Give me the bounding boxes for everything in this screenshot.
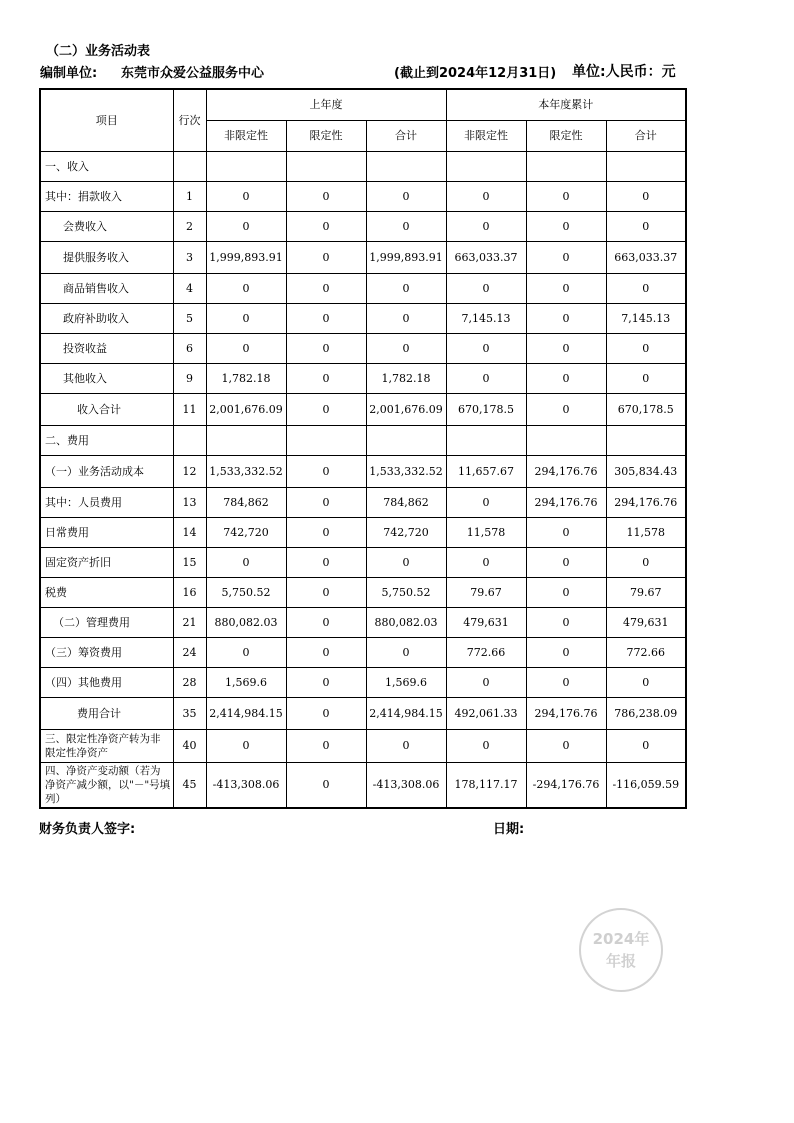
row-item-label: 一、收入 bbox=[40, 151, 173, 181]
row-item-label: 商品销售收入 bbox=[40, 273, 173, 303]
annual-report-stamp bbox=[579, 908, 663, 992]
value-cell: 0 bbox=[366, 181, 446, 211]
value-cell: 663,033.37 bbox=[606, 241, 686, 273]
value-cell: 11,657.67 bbox=[446, 455, 526, 487]
header-line-no: 行次 bbox=[173, 89, 206, 151]
value-cell: 0 bbox=[446, 729, 526, 762]
value-cell: 1,782.18 bbox=[206, 363, 286, 393]
value-cell: 1,569.6 bbox=[366, 667, 446, 697]
value-cell: 2,414,984.15 bbox=[206, 697, 286, 729]
value-cell: 0 bbox=[446, 273, 526, 303]
table-row bbox=[40, 455, 686, 487]
table-row bbox=[40, 697, 686, 729]
value-cell: 0 bbox=[286, 762, 366, 808]
row-line-no: 15 bbox=[173, 547, 206, 577]
row-item-label: 二、费用 bbox=[40, 425, 173, 455]
value-cell: 784,862 bbox=[366, 487, 446, 517]
date-label: 日期: bbox=[493, 822, 525, 837]
value-cell: 1,533,332.52 bbox=[366, 455, 446, 487]
value-cell: 0 bbox=[526, 667, 606, 697]
row-line-no: 16 bbox=[173, 577, 206, 607]
value-cell bbox=[526, 151, 606, 181]
value-cell: 880,082.03 bbox=[366, 607, 446, 637]
value-cell bbox=[286, 151, 366, 181]
value-cell: 294,176.76 bbox=[526, 697, 606, 729]
value-cell: 0 bbox=[286, 577, 366, 607]
value-cell: 0 bbox=[526, 729, 606, 762]
value-cell: 0 bbox=[366, 547, 446, 577]
table-row bbox=[40, 762, 686, 808]
value-cell: 0 bbox=[526, 211, 606, 241]
value-cell: 294,176.76 bbox=[526, 455, 606, 487]
value-cell: 2,001,676.09 bbox=[366, 393, 446, 425]
table-row bbox=[40, 241, 686, 273]
value-cell: 786,238.09 bbox=[606, 697, 686, 729]
value-cell: 11,578 bbox=[446, 517, 526, 547]
value-cell: 880,082.03 bbox=[206, 607, 286, 637]
header-prior-unrestricted: 非限定性 bbox=[206, 120, 286, 151]
value-cell: 7,145.13 bbox=[446, 303, 526, 333]
value-cell: 0 bbox=[286, 607, 366, 637]
value-cell: 0 bbox=[206, 729, 286, 762]
row-item-label: 税费 bbox=[40, 577, 173, 607]
table-row bbox=[40, 211, 686, 241]
finance-signature-label: 财务负责人签字: bbox=[39, 822, 136, 837]
value-cell bbox=[366, 151, 446, 181]
value-cell: 0 bbox=[206, 333, 286, 363]
row-item-label: 费用合计 bbox=[40, 697, 173, 729]
value-cell: 0 bbox=[286, 303, 366, 333]
value-cell: 294,176.76 bbox=[606, 487, 686, 517]
value-cell: 0 bbox=[366, 273, 446, 303]
value-cell bbox=[606, 151, 686, 181]
row-line-no: 35 bbox=[173, 697, 206, 729]
value-cell: 772.66 bbox=[606, 637, 686, 667]
row-line-no: 11 bbox=[173, 393, 206, 425]
value-cell: 0 bbox=[446, 487, 526, 517]
value-cell: 79.67 bbox=[606, 577, 686, 607]
value-cell: -116,059.59 bbox=[606, 762, 686, 808]
row-line-no: 28 bbox=[173, 667, 206, 697]
org-name: 东莞市众爱公益服务中心 bbox=[121, 66, 265, 81]
value-cell: 0 bbox=[526, 273, 606, 303]
value-cell: 663,033.37 bbox=[446, 241, 526, 273]
value-cell: 0 bbox=[286, 393, 366, 425]
value-cell: 492,061.33 bbox=[446, 697, 526, 729]
value-cell: 0 bbox=[206, 211, 286, 241]
value-cell: 1,569.6 bbox=[206, 667, 286, 697]
row-item-label: 四、净资产变动额（若为净资产减少额，以"－"号填列） bbox=[40, 762, 173, 808]
header-prior-year: 上年度 bbox=[206, 89, 446, 120]
value-cell: 0 bbox=[606, 211, 686, 241]
row-item-label: （三）筹资费用 bbox=[40, 637, 173, 667]
value-cell: 0 bbox=[206, 273, 286, 303]
value-cell: 0 bbox=[606, 273, 686, 303]
row-item-label: 其中：人员费用 bbox=[40, 487, 173, 517]
value-cell: 0 bbox=[286, 637, 366, 667]
value-cell: -294,176.76 bbox=[526, 762, 606, 808]
value-cell: 0 bbox=[286, 333, 366, 363]
value-cell: 0 bbox=[446, 363, 526, 393]
table-row bbox=[40, 333, 686, 363]
row-line-no: 14 bbox=[173, 517, 206, 547]
value-cell: 0 bbox=[286, 487, 366, 517]
value-cell: 1,533,332.52 bbox=[206, 455, 286, 487]
value-cell: 0 bbox=[206, 547, 286, 577]
value-cell: 0 bbox=[446, 667, 526, 697]
row-line-no: 3 bbox=[173, 241, 206, 273]
value-cell: 0 bbox=[366, 333, 446, 363]
value-cell: 0 bbox=[526, 333, 606, 363]
value-cell: 0 bbox=[606, 333, 686, 363]
row-item-label: 会费收入 bbox=[40, 211, 173, 241]
value-cell: 294,176.76 bbox=[526, 487, 606, 517]
row-line-no bbox=[173, 151, 206, 181]
value-cell: 1,782.18 bbox=[366, 363, 446, 393]
value-cell: 479,631 bbox=[446, 607, 526, 637]
value-cell: 0 bbox=[286, 697, 366, 729]
value-cell: 0 bbox=[526, 577, 606, 607]
table-row bbox=[40, 637, 686, 667]
value-cell: 670,178.5 bbox=[446, 393, 526, 425]
row-line-no: 45 bbox=[173, 762, 206, 808]
value-cell: 0 bbox=[526, 393, 606, 425]
row-line-no bbox=[173, 425, 206, 455]
value-cell: 0 bbox=[446, 211, 526, 241]
stamp-text: 年报 bbox=[605, 952, 636, 970]
value-cell: 0 bbox=[206, 303, 286, 333]
value-cell: 0 bbox=[366, 637, 446, 667]
value-cell: 0 bbox=[286, 241, 366, 273]
row-line-no: 40 bbox=[173, 729, 206, 762]
value-cell: 0 bbox=[286, 181, 366, 211]
row-item-label: （二）管理费用 bbox=[40, 607, 173, 637]
value-cell: 0 bbox=[366, 729, 446, 762]
header-prior-total: 合计 bbox=[366, 120, 446, 151]
row-line-no: 5 bbox=[173, 303, 206, 333]
value-cell: 670,178.5 bbox=[606, 393, 686, 425]
value-cell: 2,001,676.09 bbox=[206, 393, 286, 425]
table-row bbox=[40, 273, 686, 303]
table-row bbox=[40, 151, 686, 181]
value-cell: 0 bbox=[286, 667, 366, 697]
value-cell: 0 bbox=[366, 303, 446, 333]
row-line-no: 9 bbox=[173, 363, 206, 393]
value-cell bbox=[206, 425, 286, 455]
row-line-no: 6 bbox=[173, 333, 206, 363]
row-item-label: 三、限定性净资产转为非限定性净资产 bbox=[40, 729, 173, 762]
value-cell bbox=[526, 425, 606, 455]
header-current-total: 合计 bbox=[606, 120, 686, 151]
value-cell: -413,308.06 bbox=[366, 762, 446, 808]
value-cell: 0 bbox=[206, 637, 286, 667]
value-cell: 1,999,893.91 bbox=[366, 241, 446, 273]
header-current-year: 本年度累计 bbox=[446, 89, 686, 120]
value-cell bbox=[606, 425, 686, 455]
value-cell: 0 bbox=[286, 729, 366, 762]
row-item-label: 收入合计 bbox=[40, 393, 173, 425]
activity-statement-table bbox=[39, 88, 687, 809]
value-cell bbox=[366, 425, 446, 455]
row-line-no: 1 bbox=[173, 181, 206, 211]
row-item-label: 其他收入 bbox=[40, 363, 173, 393]
header-item: 项目 bbox=[40, 89, 173, 151]
value-cell: 0 bbox=[366, 211, 446, 241]
table-row bbox=[40, 607, 686, 637]
value-cell: 0 bbox=[606, 363, 686, 393]
row-item-label: 固定资产折旧 bbox=[40, 547, 173, 577]
row-line-no: 24 bbox=[173, 637, 206, 667]
value-cell: 0 bbox=[286, 211, 366, 241]
report-period: (截止到2024年12月31日) bbox=[394, 66, 557, 81]
value-cell: 0 bbox=[526, 181, 606, 211]
table-row bbox=[40, 667, 686, 697]
table-row bbox=[40, 487, 686, 517]
value-cell: 0 bbox=[286, 547, 366, 577]
table-row bbox=[40, 303, 686, 333]
value-cell: 742,720 bbox=[206, 517, 286, 547]
value-cell: 742,720 bbox=[366, 517, 446, 547]
value-cell: 772.66 bbox=[446, 637, 526, 667]
value-cell bbox=[286, 425, 366, 455]
table-row bbox=[40, 729, 686, 762]
row-item-label: （一）业务活动成本 bbox=[40, 455, 173, 487]
row-line-no: 21 bbox=[173, 607, 206, 637]
value-cell: 5,750.52 bbox=[366, 577, 446, 607]
value-cell: 5,750.52 bbox=[206, 577, 286, 607]
value-cell: 0 bbox=[526, 517, 606, 547]
header-current-unrestricted: 非限定性 bbox=[446, 120, 526, 151]
value-cell bbox=[446, 425, 526, 455]
value-cell: 0 bbox=[286, 517, 366, 547]
table-body bbox=[40, 151, 686, 808]
value-cell: 0 bbox=[526, 241, 606, 273]
value-cell: 0 bbox=[526, 637, 606, 667]
table-row bbox=[40, 363, 686, 393]
value-cell: 0 bbox=[526, 303, 606, 333]
value-cell: 0 bbox=[526, 607, 606, 637]
value-cell: 0 bbox=[606, 547, 686, 577]
value-cell: 784,862 bbox=[206, 487, 286, 517]
value-cell: 0 bbox=[606, 667, 686, 697]
value-cell: 0 bbox=[286, 273, 366, 303]
stamp-year: 2024年 bbox=[592, 930, 650, 948]
value-cell: 0 bbox=[206, 181, 286, 211]
table-row bbox=[40, 547, 686, 577]
row-item-label: 投资收益 bbox=[40, 333, 173, 363]
value-cell: 0 bbox=[446, 333, 526, 363]
row-line-no: 4 bbox=[173, 273, 206, 303]
row-line-no: 13 bbox=[173, 487, 206, 517]
value-cell bbox=[206, 151, 286, 181]
row-item-label: 政府补助收入 bbox=[40, 303, 173, 333]
org-label: 编制单位: bbox=[40, 66, 98, 81]
row-item-label: （四）其他费用 bbox=[40, 667, 173, 697]
value-cell: 0 bbox=[526, 363, 606, 393]
value-cell: 0 bbox=[286, 363, 366, 393]
report-title: （二）业务活动表 bbox=[46, 44, 151, 59]
table-row bbox=[40, 517, 686, 547]
table-row bbox=[40, 393, 686, 425]
value-cell: 1,999,893.91 bbox=[206, 241, 286, 273]
table-row bbox=[40, 577, 686, 607]
table-row bbox=[40, 181, 686, 211]
value-cell: 0 bbox=[446, 181, 526, 211]
value-cell: 79.67 bbox=[446, 577, 526, 607]
value-cell: 0 bbox=[526, 547, 606, 577]
value-cell: 0 bbox=[606, 181, 686, 211]
value-cell bbox=[446, 151, 526, 181]
value-cell: 7,145.13 bbox=[606, 303, 686, 333]
value-cell: 0 bbox=[446, 547, 526, 577]
row-item-label: 其中：捐款收入 bbox=[40, 181, 173, 211]
table-row bbox=[40, 425, 686, 455]
value-cell: 11,578 bbox=[606, 517, 686, 547]
row-line-no: 12 bbox=[173, 455, 206, 487]
value-cell: 305,834.43 bbox=[606, 455, 686, 487]
value-cell: 2,414,984.15 bbox=[366, 697, 446, 729]
row-line-no: 2 bbox=[173, 211, 206, 241]
value-cell: 0 bbox=[286, 455, 366, 487]
value-cell: 479,631 bbox=[606, 607, 686, 637]
row-item-label: 日常费用 bbox=[40, 517, 173, 547]
value-cell: 0 bbox=[606, 729, 686, 762]
header-prior-restricted: 限定性 bbox=[286, 120, 366, 151]
value-cell: -413,308.06 bbox=[206, 762, 286, 808]
header-current-restricted: 限定性 bbox=[526, 120, 606, 151]
currency-unit: 单位:人民币：元 bbox=[572, 64, 676, 80]
value-cell: 178,117.17 bbox=[446, 762, 526, 808]
row-item-label: 提供服务收入 bbox=[40, 241, 173, 273]
